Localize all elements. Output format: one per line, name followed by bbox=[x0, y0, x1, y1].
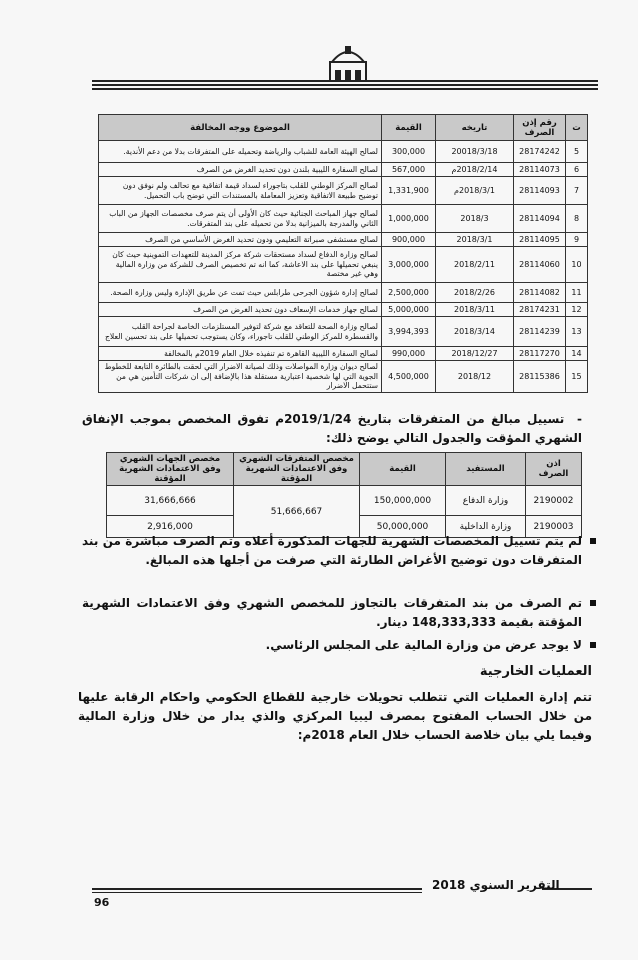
table-row bbox=[99, 347, 588, 361]
monthly-spending-paragraph bbox=[82, 410, 582, 448]
date-cell: 2018/12/27 bbox=[436, 347, 514, 361]
dash-marker: - bbox=[564, 412, 582, 426]
beneficiary-cell: وزارة الدفاع bbox=[446, 486, 526, 516]
description-cell: لصالح الهيئة العامة للشباب والرياضة وتحميله على المتفرقات بدلا من دعم الأندية. bbox=[99, 141, 382, 163]
bullet-text: لا يوجد عرض من وزارة المالية على المجلس الرئاسي. bbox=[265, 638, 582, 652]
bullet-square-icon bbox=[590, 642, 596, 648]
date-cell: 2018/3/14 bbox=[436, 317, 514, 347]
description-cell: لصالح المركز الوطني للقلب بتاجوراء لسداد قيمة اتفاقية مع تحالف ولم نوفق دون توضيح طبيعة الاتفاقية وتعزيز المعاملة بالمستندات التي توضح باب التحميل. bbox=[99, 177, 382, 205]
description-cell: لصالح مستشفى صبراتة التعليمي ودون تحديد الغرض الأساسي من الصرف bbox=[99, 233, 382, 247]
violations-table bbox=[98, 114, 588, 393]
amount-cell: 990,000 bbox=[382, 347, 436, 361]
permit-number-cell: 28114093 bbox=[514, 177, 566, 205]
section-paragraph: تتم إدارة العمليات التي تتطلب تحويلات خارجية للقطاع الحكومي واحكام الرقابة عليها من خلال الحساب المفتوح بمصرف ليبيا المركزي والذي يدار من خلال وزارة المالية وفيما يلي بيان خلاصة الحساب خلال العام 2018م: bbox=[78, 690, 592, 742]
row-number-cell: 7 bbox=[566, 177, 588, 205]
date-cell: 2018/2/14م bbox=[436, 163, 514, 177]
row-number-cell: 8 bbox=[566, 205, 588, 233]
permit-number-cell: 28117270 bbox=[514, 347, 566, 361]
date-cell: 2018/2/26 bbox=[436, 283, 514, 303]
table-header-row bbox=[99, 115, 588, 141]
column-header: الموضوع ووجه المخالفة bbox=[99, 115, 382, 141]
permit-number-cell: 28114073 bbox=[514, 163, 566, 177]
allocations-table bbox=[106, 452, 582, 538]
description-cell: لصالح جهاز خدمات الإسعاف دون تحديد الغرض من الصرف bbox=[99, 303, 382, 317]
column-header: رقم إذن الصرف bbox=[514, 115, 566, 141]
amount-cell: 3,000,000 bbox=[382, 247, 436, 283]
table-row bbox=[99, 303, 588, 317]
amount-cell: 3,994,393 bbox=[382, 317, 436, 347]
date-cell: 2018/2/11 bbox=[436, 247, 514, 283]
bullet-item bbox=[82, 636, 582, 655]
table-row bbox=[99, 205, 588, 233]
description-cell: لصالح وزارة الصحة للتعاقد مع شركة لتوفير المستلزمات الخاصة لجراحة القلب والقسطرة للمركز الوطني للقلب تاجوراء، وكان يستوجب تحميلها على بند تحسين العلاج bbox=[99, 317, 382, 347]
date-cell: 2018/3/1م bbox=[436, 177, 514, 205]
description-cell: لصالح السفارة الليبية بلندن دون تحديد الغرض من الصرف bbox=[99, 163, 382, 177]
row-number-cell: 6 bbox=[566, 163, 588, 177]
paragraph-text: تسييل مبالغ من المتفرقات بتاريخ 2019/1/24م تفوق المخصص بموجب الإنفاق الشهري المؤقت والجدول التالي يوضح ذلك: bbox=[82, 412, 582, 445]
table-row bbox=[99, 233, 588, 247]
amount-cell: 567,000 bbox=[382, 163, 436, 177]
description-cell: لصالح السفارة الليبية القاهرة تم تنفيذه خلال العام 2019م بالمخالفة bbox=[99, 347, 382, 361]
table-row bbox=[107, 486, 582, 516]
amount-cell: 4,500,000 bbox=[382, 361, 436, 393]
table-row bbox=[99, 317, 588, 347]
misc-alloc-cell: 51,666,667 bbox=[234, 486, 360, 538]
description-cell: لصالح إدارة شؤون الجرحى طرابلس حيث تمت عن طريق الإدارة وليس وزارة الصحة. bbox=[99, 283, 382, 303]
amount-cell: 2,500,000 bbox=[382, 283, 436, 303]
amount-cell: 1,000,000 bbox=[382, 205, 436, 233]
bullet-text: تم الصرف من بند المتفرقات بالتجاوز للمخصص الشهري وفق الاعتمادات الشهرية المؤقتة بقيمة 148,333,333 دينار. bbox=[82, 596, 582, 629]
table-header-row bbox=[107, 453, 582, 486]
row-number-cell: 13 bbox=[566, 317, 588, 347]
row-number-cell: 15 bbox=[566, 361, 588, 393]
table-row bbox=[99, 163, 588, 177]
amount-cell: 50,000,000 bbox=[360, 516, 446, 538]
beneficiary-cell: وزارة الداخلية bbox=[446, 516, 526, 538]
entity-alloc-cell: 2,916,000 bbox=[107, 516, 234, 538]
bullet-item bbox=[82, 532, 582, 570]
section-title: العمليات الخارجية bbox=[479, 664, 592, 679]
amount-cell: 300,000 bbox=[382, 141, 436, 163]
row-number-cell: 10 bbox=[566, 247, 588, 283]
description-cell: لصالح جهاز المباحث الجنائية حيث كان الأولى أن يتم صرف مخصصات الجهاز من الباب الثاني والمدرجة بالميزانية بدلا من تحميله على بند المتفرقات. bbox=[99, 205, 382, 233]
date-cell: 2018/3/1 bbox=[436, 233, 514, 247]
column-header: مخصص الجهات الشهري وفق الاعتمادات الشهرية المؤقتة bbox=[107, 453, 234, 486]
footer-title: التقرير السنوي 2018 bbox=[432, 878, 560, 892]
row-number-cell: 9 bbox=[566, 233, 588, 247]
bullet-item bbox=[82, 594, 582, 632]
column-header: تاريخه bbox=[436, 115, 514, 141]
table-row bbox=[99, 361, 588, 393]
row-number-cell: 14 bbox=[566, 347, 588, 361]
bullet-square-icon bbox=[590, 600, 596, 606]
permit-number-cell: 28174242 bbox=[514, 141, 566, 163]
bullet-square-icon bbox=[590, 538, 596, 544]
amount-cell: 150,000,000 bbox=[360, 486, 446, 516]
amount-cell: 1,331,900 bbox=[382, 177, 436, 205]
column-header: ت bbox=[566, 115, 588, 141]
date-cell: 2018/3 bbox=[436, 205, 514, 233]
table-row bbox=[99, 141, 588, 163]
footer-rule bbox=[92, 892, 422, 893]
table-row bbox=[99, 247, 588, 283]
column-header: المستفيد bbox=[446, 453, 526, 486]
header-band bbox=[92, 80, 598, 92]
permit-number-cell: 28114095 bbox=[514, 233, 566, 247]
permit-number-cell: 28114060 bbox=[514, 247, 566, 283]
amount-cell: 900,000 bbox=[382, 233, 436, 247]
permit-number-cell: 28114094 bbox=[514, 205, 566, 233]
footer-rule bbox=[92, 888, 422, 890]
description-cell: لصالح وزارة الدفاع لسداد مستحقات شركة مركز المدينة للتعهدات التموينية حيث كان ينبغي تحميلها على بند الاعاشة، كما انه تم تخصيص الصرف للشركة من وزارة المالية وهي غير مختصة bbox=[99, 247, 382, 283]
column-header: اذن الصرف bbox=[526, 453, 582, 486]
column-header: القيمة bbox=[382, 115, 436, 141]
column-header: القيمة bbox=[360, 453, 446, 486]
page-number: 96 bbox=[94, 896, 110, 909]
description-cell: لصالح ديوان وزارة المواصلات وذلك لصيانة الاضرار التي لحقت بالطائرة التابعة للخطوط الجوية التي لها شخصية اعتبارية مستقلة هذا بالإضافة إلى ان شركات التأمين هي من ستتحمل الاضرار bbox=[99, 361, 382, 393]
date-cell: 2018/3/11 bbox=[436, 303, 514, 317]
permit-cell: 2190003 bbox=[526, 516, 582, 538]
row-number-cell: 12 bbox=[566, 303, 588, 317]
bullet-text: لم يتم تسييل المخصصات الشهرية للجهات المذكورة أعلاه وتم الصرف مباشرة من بند المتفرقات دون توضيح الأغراض الطارئة التي صرفت من أجلها هذه المبالغ. bbox=[82, 534, 582, 567]
table-row bbox=[99, 177, 588, 205]
entity-alloc-cell: 31,666,666 bbox=[107, 486, 234, 516]
date-cell: 2018/12 bbox=[436, 361, 514, 393]
date-cell: 20018/3/18 bbox=[436, 141, 514, 163]
column-header: مخصص المتفرقات الشهري وفق الاعتمادات الشهرية المؤقتة bbox=[234, 453, 360, 486]
permit-number-cell: 28114239 bbox=[514, 317, 566, 347]
permit-cell: 2190002 bbox=[526, 486, 582, 516]
table-row bbox=[99, 283, 588, 303]
permit-number-cell: 28114082 bbox=[514, 283, 566, 303]
amount-cell: 5,000,000 bbox=[382, 303, 436, 317]
permit-number-cell: 28174231 bbox=[514, 303, 566, 317]
row-number-cell: 5 bbox=[566, 141, 588, 163]
row-number-cell: 11 bbox=[566, 283, 588, 303]
permit-number-cell: 28115386 bbox=[514, 361, 566, 393]
